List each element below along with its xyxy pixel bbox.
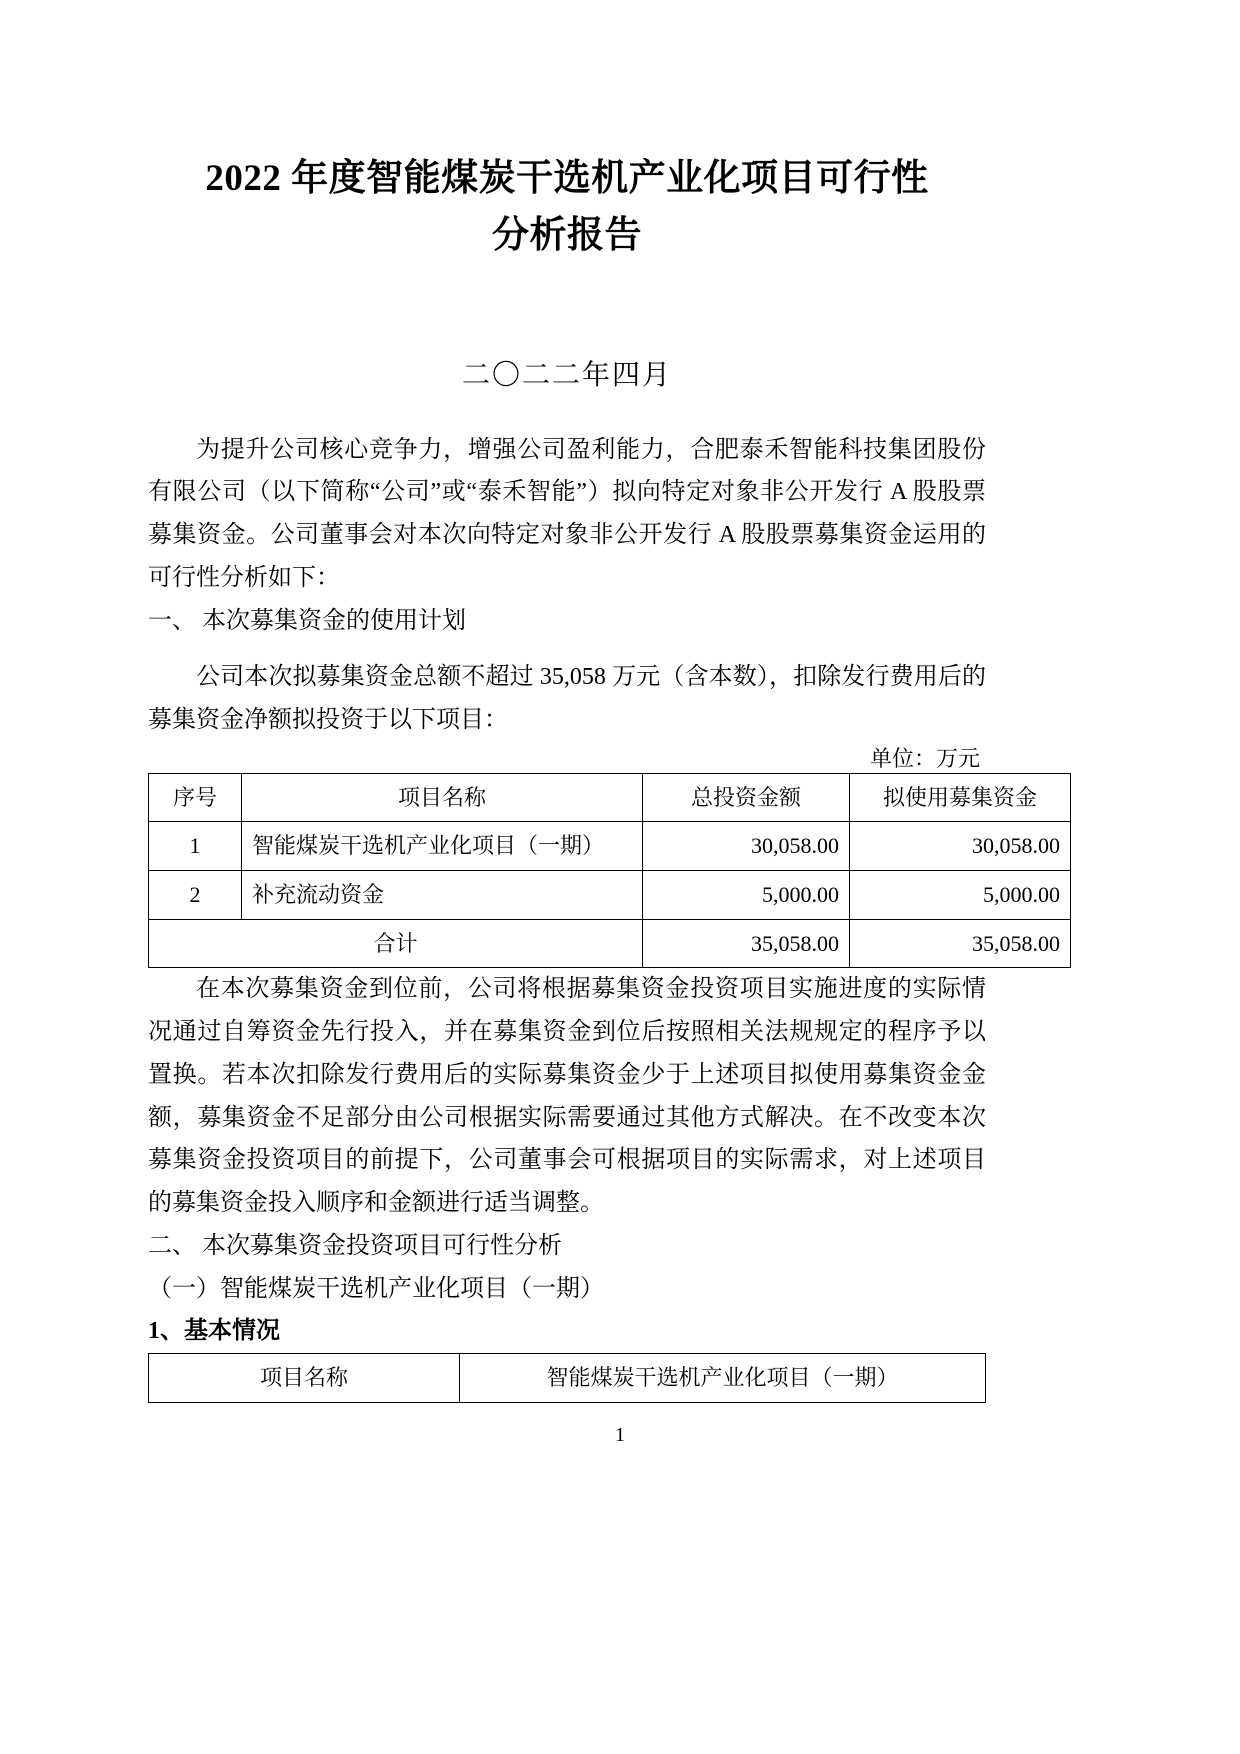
cell-total-raise: 35,058.00 bbox=[850, 919, 1071, 968]
table-header-raise: 拟使用募集资金 bbox=[850, 773, 1071, 822]
post-table-paragraph: 在本次募集资金到位前，公司将根据募集资金投资项目实施进度的实际情况通过自筹资金先行投入，并在募集资金到位后按照相关法规规定的程序予以置换。若本次扣除发行费用后的实际募集资金少于上述项目拟使用募集资金金额，募集资金不足部分由公司根据实际需要通过其他方式解决。在不改变本次募集资金投资项目的前提下，公司董事会可根据项目的实际需求，对上述项目的募集资金投入顺序和金额进行适当调整。 bbox=[148, 976, 986, 1217]
page-title bbox=[148, 150, 986, 265]
table-row bbox=[149, 1353, 986, 1402]
document-date: 二〇二二年四月 bbox=[461, 359, 672, 391]
basic-info-table bbox=[148, 1353, 986, 1403]
cell-info-value: 智能煤炭干选机产业化项目（一期） bbox=[460, 1353, 986, 1402]
table-header-row bbox=[149, 773, 1071, 822]
cell-seq: 1 bbox=[149, 822, 242, 871]
document-content bbox=[148, 0, 1060, 1403]
table-row bbox=[149, 822, 1071, 871]
subsection-heading: （一）智能煤炭干选机产业化项目（一期） bbox=[148, 1275, 604, 1302]
cell-seq: 2 bbox=[149, 871, 242, 920]
cell-name: 补充流动资金 bbox=[242, 871, 643, 920]
cell-total-amount: 35,058.00 bbox=[643, 919, 850, 968]
cell-name: 智能煤炭干选机产业化项目（一期） bbox=[242, 822, 643, 871]
cell-raise: 5,000.00 bbox=[850, 871, 1071, 920]
page-title-line-1: 2022 年度智能煤炭干选机产业化项目可行性 bbox=[205, 158, 929, 199]
table-total-row bbox=[149, 919, 1071, 968]
fund-usage-table bbox=[148, 773, 1071, 969]
table-header-seq: 序号 bbox=[149, 773, 242, 822]
cell-info-label: 项目名称 bbox=[149, 1353, 460, 1402]
section-heading-2: 二、 本次募集资金投资项目可行性分析 bbox=[148, 1232, 562, 1259]
table-row bbox=[149, 871, 1071, 920]
basic-info-heading: 1、基本情况 bbox=[148, 1318, 280, 1345]
page-number: 1 bbox=[615, 1424, 625, 1446]
cell-raise: 30,058.00 bbox=[850, 822, 1071, 871]
intro-paragraph: 为提升公司核心竞争力，增强公司盈利能力，合肥泰禾智能科技集团股份有限公司（以下简称“公司”或“泰禾智能”）拟向特定对象非公开发行 A 股股票募集资金。公司董事会对本次向特定对象非公开发行 A 股股票募集资金运用的可行性分析如下： bbox=[148, 436, 986, 591]
table-header-name: 项目名称 bbox=[242, 773, 643, 822]
cell-total: 5,000.00 bbox=[643, 871, 850, 920]
section-heading-1: 一、 本次募集资金的使用计划 bbox=[148, 607, 466, 634]
section-1-paragraph: 公司本次拟募集资金总额不超过 35,058 万元（含本数），扣除发行费用后的募集资金净额拟投资于以下项目： bbox=[148, 664, 986, 733]
page-title-line-2: 分析报告 bbox=[492, 215, 642, 257]
cell-total-label: 合计 bbox=[149, 919, 643, 968]
cell-total: 30,058.00 bbox=[643, 822, 850, 871]
table-header-total: 总投资金额 bbox=[643, 773, 850, 822]
table-unit-label: 单位：万元 bbox=[869, 745, 980, 771]
